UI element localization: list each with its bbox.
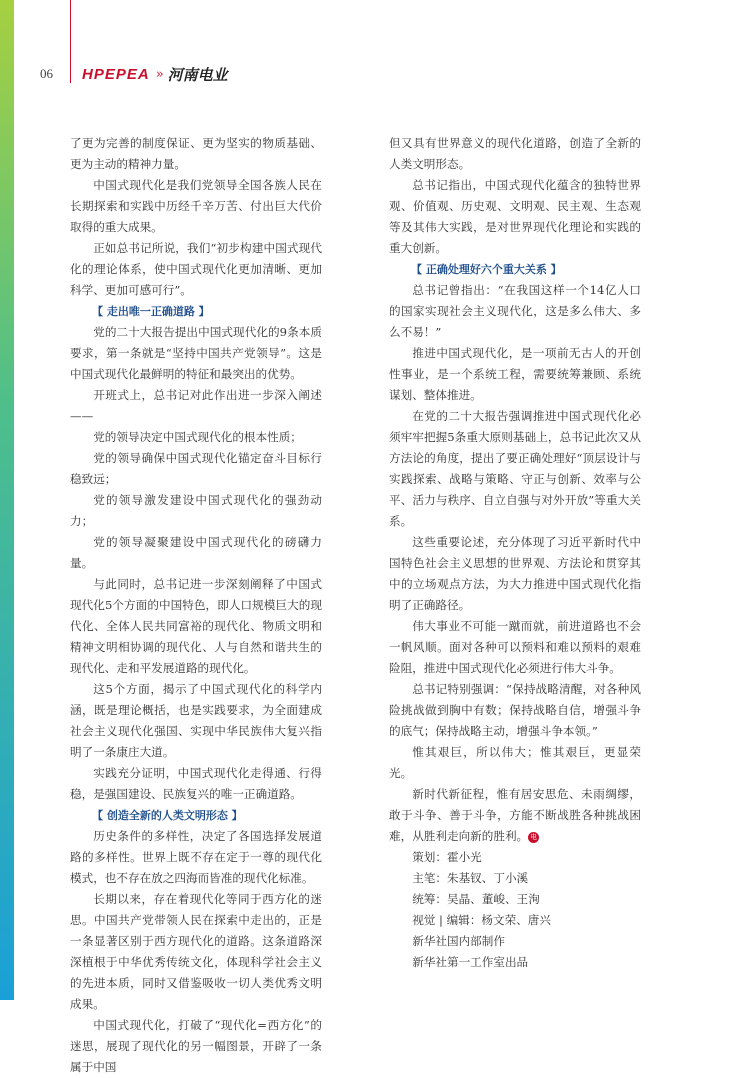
- paragraph: 惟其艰巨，所以伟大；惟其艰巨，更显荣光。: [389, 745, 641, 780]
- paragraph: 党的二十大报告提出中国式现代化的9条本质要求，第一条就是“坚持中国共产党领导”。这是中国式现代化最鲜明的特征和最突出的优势。: [70, 325, 322, 381]
- paragraph: 了更为完善的制度保证、更为坚实的物质基础、更为主动的精神力量。: [70, 136, 322, 171]
- paragraph: 开班式上，总书记对此作出进一步深入阐述——: [70, 388, 322, 423]
- paragraph-text: 新时代新征程，惟有居安思危、未雨绸缪，敢于斗争、善于斗争，方能不断战胜各种挑战困难，从胜利走向新的胜利。: [389, 787, 641, 843]
- list-line: 党的领导凝聚建设中国式现代化的磅礴力量。: [70, 535, 322, 570]
- credit-line: 统筹：吴晶、董峻、王洵: [412, 892, 540, 906]
- paragraph: 长期以来，存在着现代化等同于西方化的迷思。中国共产党带领人民在探索中走出的，正是一条显著区别于西方现代化的道路。这条道路深深植根于中华优秀传统文化，体现科学社会主义的先进本质，同时又借鉴吸收一切人类优秀文明成果。: [70, 892, 322, 1011]
- list-line: 党的领导激发建设中国式现代化的强劲动力；: [70, 493, 322, 528]
- credit-line: 主笔：朱基钗、丁小溪: [412, 871, 529, 885]
- section-heading: 【 走出唯一正确道路 】: [92, 305, 210, 318]
- paragraph: 中国式现代化，打破了“现代化=西方化”的迷思，展现了现代化的另一幅图景，开辟了一条属于中国: [70, 1018, 322, 1074]
- right-text-column: [389, 133, 641, 973]
- chevron-separator-icon: »: [155, 66, 164, 82]
- credit-line: 新华社第一工作室出品: [412, 955, 529, 969]
- paragraph-final: [389, 784, 641, 847]
- paragraph: 中国式现代化是我们党领导全国各族人民在长期探索和实践中历经千辛万苦、付出巨大代价取得的重大成果。: [70, 178, 322, 234]
- page-header: [40, 62, 228, 86]
- paragraph: 与此同时，总书记进一步深刻阐释了中国式现代化5个方面的中国特色，即人口规模巨大的现代化、全体人民共同富裕的现代化、物质文明和精神文明相协调的现代化、人与自然和谐共生的现代化、走和平发展道路的现代化。: [70, 577, 322, 675]
- paragraph: 这5个方面，揭示了中国式现代化的科学内涵，既是理论概括，也是实践要求，为全面建成社会主义现代化强国、实现中华民族伟大复兴指明了一条康庄大道。: [70, 682, 322, 759]
- section-heading: 【 创造全新的人类文明形态 】: [92, 809, 243, 822]
- page-number: 06: [40, 66, 53, 81]
- decorative-side-stripe: [0, 0, 14, 1000]
- list-line: 党的领导决定中国式现代化的根本性质；: [93, 430, 302, 444]
- paragraph: 但又具有世界意义的现代化道路，创造了全新的人类文明形态。: [389, 136, 641, 171]
- list-line: 党的领导确保中国式现代化锚定奋斗目标行稳致远；: [70, 451, 322, 486]
- left-text-column: [70, 133, 322, 1078]
- credit-line: 新华社国内部制作: [412, 934, 505, 948]
- brand-logo: HPEPEA: [82, 65, 150, 83]
- paragraph: 正如总书记所说，我们“初步构建中国式现代化的理论体系，使中国式现代化更加清晰、更加科学、更加可感可行”。: [70, 241, 322, 297]
- paragraph: 实践充分证明，中国式现代化走得通、行得稳，是强国建设、民族复兴的唯一正确道路。: [70, 766, 322, 801]
- paragraph: 推进中国式现代化，是一项前无古人的开创性事业，是一个系统工程，需要统筹兼顾、系统谋划、整体推进。: [389, 346, 641, 402]
- paragraph: 历史条件的多样性，决定了各国选择发展道路的多样性。世界上既不存在定于一尊的现代化模式，也不存在放之四海而皆准的现代化标准。: [70, 829, 322, 885]
- paragraph: 总书记曾指出：“在我国这样一个14亿人口的国家实现社会主义现代化，这是多么伟大、多么不易！”: [389, 283, 641, 339]
- paragraph: 总书记特别强调：“保持战略清醒，对各种风险挑战做到胸中有数；保持战略自信，增强斗争的底气；保持战略主动，增强斗争本领。”: [389, 682, 641, 738]
- credit-line: 视觉 | 编辑：杨文荣、唐兴: [412, 913, 551, 927]
- section-heading: 【 正确处理好六个重大关系 】: [411, 263, 562, 276]
- credit-line: 策划：霍小光: [412, 850, 482, 864]
- paragraph: 在党的二十大报告强调推进中国式现代化必须牢牢把握5条重大原则基础上，总书记此次又从方法论的角度，提出了要正确处理好“顶层设计与实践探索、战略与策略、守正与创新、效率与公平、活力与秩序、自立自强与对外开放”等重大关系。: [389, 409, 641, 528]
- paragraph: 伟大事业不可能一蹴而就，前进道路也不会一帆风顺。面对各种可以预料和难以预料的艰难险阻，推进中国式现代化必须进行伟大斗争。: [389, 619, 641, 675]
- paragraph: 总书记指出，中国式现代化蕴含的独特世界观、价值观、历史观、文明观、民主观、生态观等及其伟大实践，是对世界现代化理论和实践的重大创新。: [389, 178, 641, 255]
- paragraph: 这些重要论述，充分体现了习近平新时代中国特色社会主义思想的世界观、方法论和贯穿其中的立场观点方法，为大力推进中国式现代化指明了正确路径。: [389, 535, 641, 612]
- end-mark-icon: 电: [530, 832, 538, 841]
- magazine-title: 河南电业: [167, 65, 228, 84]
